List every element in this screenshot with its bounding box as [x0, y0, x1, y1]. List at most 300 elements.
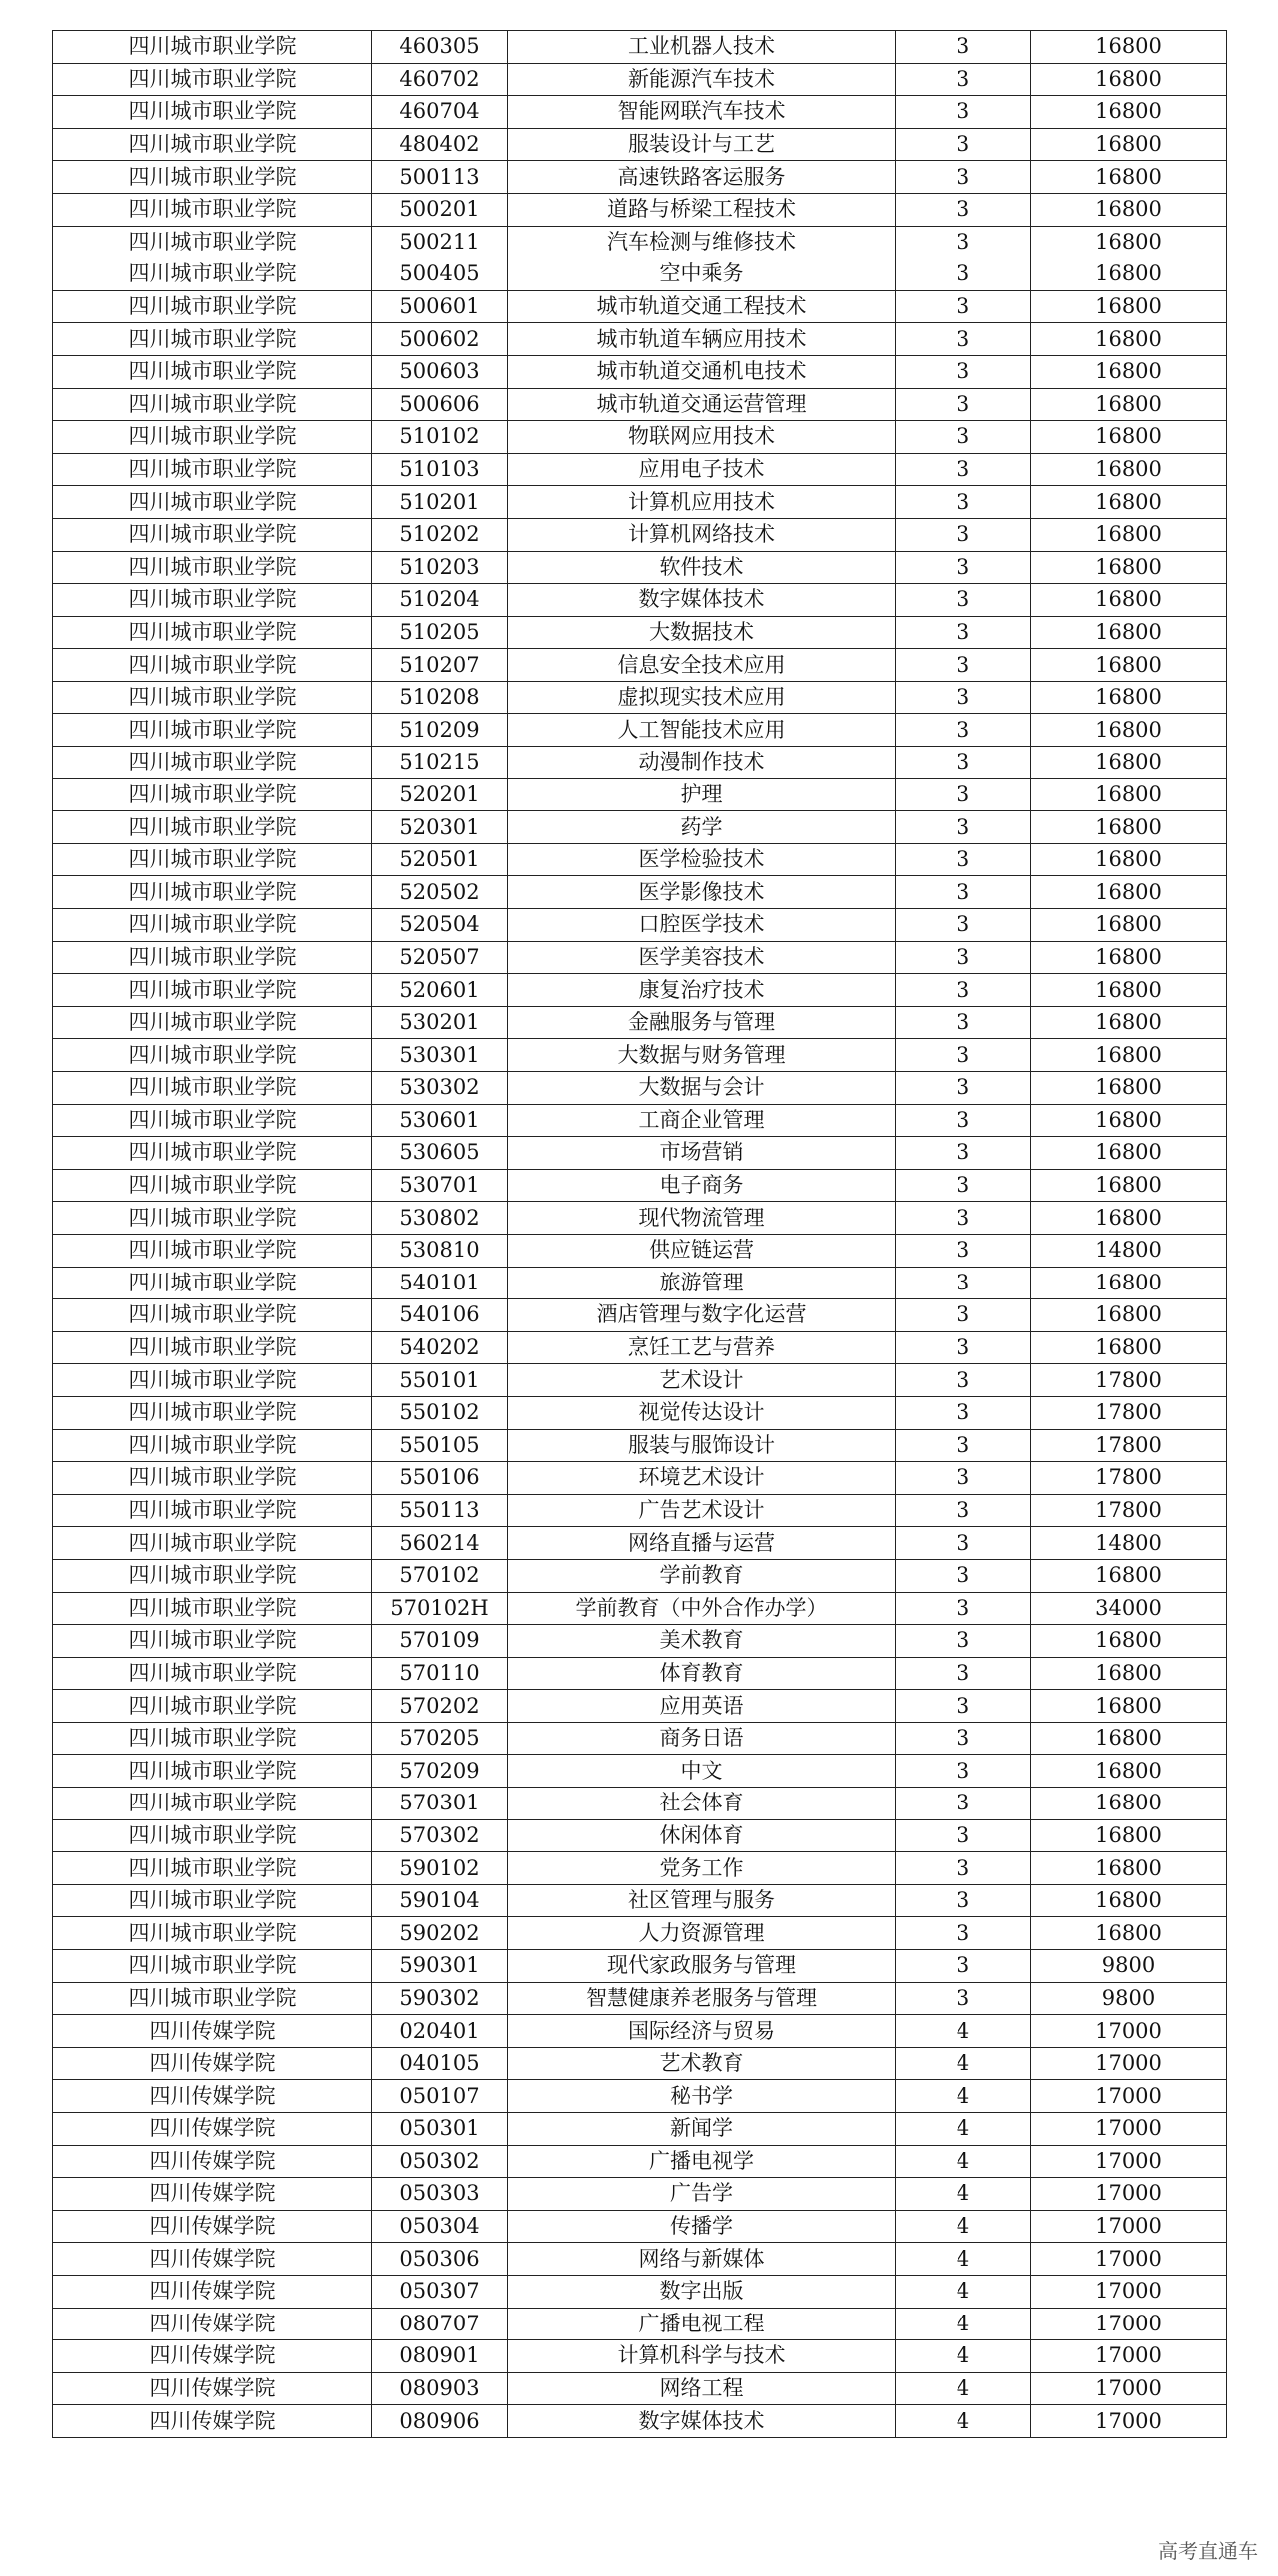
duration-cell: 3: [896, 193, 1031, 226]
table-row: [53, 1917, 1227, 1950]
major-name-cell: 应用英语: [508, 1690, 896, 1723]
table-row: [53, 2080, 1227, 2113]
table-row: [53, 681, 1227, 714]
major-name-cell: 广告艺术设计: [508, 1494, 896, 1527]
major-code-cell: 510102: [372, 421, 508, 454]
school-name-cell: 四川城市职业学院: [53, 1267, 372, 1299]
duration-cell: 3: [896, 714, 1031, 747]
duration-cell: 3: [896, 388, 1031, 421]
tuition-cell: 17000: [1031, 2405, 1227, 2438]
tuition-cell: 17000: [1031, 2015, 1227, 2048]
school-name-cell: 四川城市职业学院: [53, 843, 372, 876]
duration-cell: 3: [896, 323, 1031, 356]
tuition-cell: 16800: [1031, 1788, 1227, 1820]
duration-cell: 3: [896, 1299, 1031, 1332]
duration-cell: 4: [896, 2080, 1031, 2113]
table-row: [53, 1202, 1227, 1235]
table-row: [53, 161, 1227, 194]
school-name-cell: 四川城市职业学院: [53, 1819, 372, 1852]
school-name-cell: 四川城市职业学院: [53, 31, 372, 64]
major-code-cell: 530301: [372, 1039, 508, 1072]
table-row: [53, 453, 1227, 486]
major-name-cell: 物联网应用技术: [508, 421, 896, 454]
major-code-cell: 080707: [372, 2308, 508, 2340]
school-name-cell: 四川城市职业学院: [53, 876, 372, 909]
major-name-cell: 艺术教育: [508, 2047, 896, 2080]
duration-cell: 3: [896, 1690, 1031, 1723]
duration-cell: 3: [896, 1852, 1031, 1885]
table-row: [53, 2275, 1227, 2308]
table-row: [53, 290, 1227, 323]
school-name-cell: 四川城市职业学院: [53, 1852, 372, 1885]
major-name-cell: 大数据与会计: [508, 1072, 896, 1105]
table-row: [53, 1462, 1227, 1495]
major-code-cell: 530601: [372, 1104, 508, 1137]
major-code-cell: 590202: [372, 1917, 508, 1950]
school-name-cell: 四川传媒学院: [53, 2145, 372, 2178]
duration-cell: 3: [896, 1169, 1031, 1202]
table-row: [53, 1657, 1227, 1690]
duration-cell: 3: [896, 226, 1031, 258]
duration-cell: 3: [896, 811, 1031, 844]
school-name-cell: 四川城市职业学院: [53, 1072, 372, 1105]
major-code-cell: 050306: [372, 2243, 508, 2276]
duration-cell: 3: [896, 161, 1031, 194]
school-name-cell: 四川城市职业学院: [53, 909, 372, 942]
major-name-cell: 新闻学: [508, 2113, 896, 2146]
major-name-cell: 现代家政服务与管理: [508, 1950, 896, 1983]
duration-cell: 4: [896, 2275, 1031, 2308]
major-code-cell: 510215: [372, 747, 508, 779]
school-name-cell: 四川城市职业学院: [53, 128, 372, 161]
tuition-cell: 16800: [1031, 1690, 1227, 1723]
tuition-cell: 16800: [1031, 1006, 1227, 1039]
school-name-cell: 四川城市职业学院: [53, 1137, 372, 1170]
school-name-cell: 四川城市职业学院: [53, 1722, 372, 1755]
major-name-cell: 城市轨道交通工程技术: [508, 290, 896, 323]
duration-cell: 3: [896, 1657, 1031, 1690]
major-code-cell: 510103: [372, 453, 508, 486]
major-name-cell: 电子商务: [508, 1169, 896, 1202]
major-code-cell: 520301: [372, 811, 508, 844]
tuition-cell: 16800: [1031, 714, 1227, 747]
school-name-cell: 四川城市职业学院: [53, 1169, 372, 1202]
major-name-cell: 广播电视工程: [508, 2308, 896, 2340]
tuition-cell: 16800: [1031, 811, 1227, 844]
major-code-cell: 530802: [372, 1202, 508, 1235]
school-name-cell: 四川城市职业学院: [53, 518, 372, 551]
major-code-cell: 540101: [372, 1267, 508, 1299]
major-name-cell: 艺术设计: [508, 1364, 896, 1397]
major-code-cell: 570102: [372, 1559, 508, 1592]
tuition-cell: 17000: [1031, 2275, 1227, 2308]
tuition-cell: 17000: [1031, 2047, 1227, 2080]
major-name-cell: 计算机网络技术: [508, 518, 896, 551]
duration-cell: 3: [896, 1625, 1031, 1658]
tuition-cell: 16800: [1031, 1202, 1227, 1235]
major-name-cell: 秘书学: [508, 2080, 896, 2113]
major-code-cell: 560214: [372, 1527, 508, 1560]
major-code-cell: 510201: [372, 486, 508, 519]
duration-cell: 4: [896, 2145, 1031, 2178]
duration-cell: 3: [896, 63, 1031, 96]
major-name-cell: 金融服务与管理: [508, 1006, 896, 1039]
major-name-cell: 旅游管理: [508, 1267, 896, 1299]
school-name-cell: 四川城市职业学院: [53, 649, 372, 682]
tuition-cell: 16800: [1031, 1917, 1227, 1950]
school-name-cell: 四川城市职业学院: [53, 161, 372, 194]
major-code-cell: 510204: [372, 584, 508, 617]
table-row: [53, 1982, 1227, 2015]
tuition-cell: 17000: [1031, 2178, 1227, 2211]
school-name-cell: 四川城市职业学院: [53, 1462, 372, 1495]
tuition-cell: 16800: [1031, 226, 1227, 258]
duration-cell: 3: [896, 1592, 1031, 1625]
duration-cell: 3: [896, 355, 1031, 388]
major-code-cell: 540202: [372, 1331, 508, 1364]
duration-cell: 4: [896, 2178, 1031, 2211]
tuition-cell: 16800: [1031, 161, 1227, 194]
tuition-cell: 16800: [1031, 1755, 1227, 1788]
major-code-cell: 050107: [372, 2080, 508, 2113]
major-name-cell: 美术教育: [508, 1625, 896, 1658]
table-row: [53, 63, 1227, 96]
table-row: [53, 1592, 1227, 1625]
table-row: [53, 811, 1227, 844]
tuition-cell: 16800: [1031, 258, 1227, 291]
school-name-cell: 四川传媒学院: [53, 2405, 372, 2438]
duration-cell: 3: [896, 909, 1031, 942]
tuition-cell: 16800: [1031, 681, 1227, 714]
duration-cell: 3: [896, 778, 1031, 811]
school-name-cell: 四川传媒学院: [53, 2113, 372, 2146]
major-name-cell: 新能源汽车技术: [508, 63, 896, 96]
tuition-cell: 17000: [1031, 2340, 1227, 2373]
duration-cell: 3: [896, 1006, 1031, 1039]
school-name-cell: 四川传媒学院: [53, 2372, 372, 2405]
tuition-cell: 16800: [1031, 1169, 1227, 1202]
table-row: [53, 1527, 1227, 1560]
tuition-cell: 16800: [1031, 1625, 1227, 1658]
major-code-cell: 530302: [372, 1072, 508, 1105]
duration-cell: 4: [896, 2308, 1031, 2340]
school-name-cell: 四川城市职业学院: [53, 778, 372, 811]
duration-cell: 3: [896, 1917, 1031, 1950]
tuition-cell: 16800: [1031, 1852, 1227, 1885]
major-name-cell: 口腔医学技术: [508, 909, 896, 942]
major-code-cell: 040105: [372, 2047, 508, 2080]
school-name-cell: 四川城市职业学院: [53, 747, 372, 779]
tuition-cell: 17800: [1031, 1494, 1227, 1527]
table-row: [53, 747, 1227, 779]
table-row: [53, 1852, 1227, 1885]
major-code-cell: 050301: [372, 2113, 508, 2146]
school-name-cell: 四川城市职业学院: [53, 323, 372, 356]
table-row: [53, 1722, 1227, 1755]
tuition-cell: 16800: [1031, 1657, 1227, 1690]
school-name-cell: 四川传媒学院: [53, 2243, 372, 2276]
school-name-cell: 四川城市职业学院: [53, 1690, 372, 1723]
duration-cell: 3: [896, 1234, 1031, 1267]
table-row: [53, 1104, 1227, 1137]
school-name-cell: 四川城市职业学院: [53, 1592, 372, 1625]
major-name-cell: 计算机应用技术: [508, 486, 896, 519]
major-name-cell: 康复治疗技术: [508, 974, 896, 1007]
tuition-cell: 17000: [1031, 2113, 1227, 2146]
school-name-cell: 四川城市职业学院: [53, 1950, 372, 1983]
major-name-cell: 城市轨道车辆应用技术: [508, 323, 896, 356]
duration-cell: 3: [896, 1755, 1031, 1788]
duration-cell: 4: [896, 2113, 1031, 2146]
table-row: [53, 421, 1227, 454]
major-code-cell: 550102: [372, 1396, 508, 1429]
major-code-cell: 590104: [372, 1884, 508, 1917]
school-name-cell: 四川城市职业学院: [53, 1755, 372, 1788]
tuition-cell: 16800: [1031, 193, 1227, 226]
table-row: [53, 584, 1227, 617]
major-code-cell: 530701: [372, 1169, 508, 1202]
school-name-cell: 四川传媒学院: [53, 2178, 372, 2211]
tuition-cell: 16800: [1031, 1331, 1227, 1364]
major-name-cell: 工业机器人技术: [508, 31, 896, 64]
major-name-cell: 虚拟现实技术应用: [508, 681, 896, 714]
major-name-cell: 党务工作: [508, 1852, 896, 1885]
school-name-cell: 四川城市职业学院: [53, 226, 372, 258]
duration-cell: 3: [896, 1331, 1031, 1364]
major-code-cell: 540106: [372, 1299, 508, 1332]
school-name-cell: 四川城市职业学院: [53, 1364, 372, 1397]
table-row: [53, 2178, 1227, 2211]
major-name-cell: 软件技术: [508, 551, 896, 584]
school-name-cell: 四川传媒学院: [53, 2210, 372, 2243]
tuition-cell: 16800: [1031, 355, 1227, 388]
major-code-cell: 080901: [372, 2340, 508, 2373]
duration-cell: 3: [896, 1396, 1031, 1429]
major-code-cell: 500602: [372, 323, 508, 356]
major-name-cell: 护理: [508, 778, 896, 811]
major-code-cell: 550106: [372, 1462, 508, 1495]
major-name-cell: 大数据技术: [508, 616, 896, 649]
tuition-cell: 16800: [1031, 63, 1227, 96]
school-name-cell: 四川城市职业学院: [53, 1396, 372, 1429]
major-code-cell: 520601: [372, 974, 508, 1007]
duration-cell: 3: [896, 649, 1031, 682]
tuition-cell: 16800: [1031, 486, 1227, 519]
school-name-cell: 四川城市职业学院: [53, 714, 372, 747]
tuition-cell: 16800: [1031, 551, 1227, 584]
table-row: [53, 1884, 1227, 1917]
duration-cell: 3: [896, 1039, 1031, 1072]
major-name-cell: 学前教育: [508, 1559, 896, 1592]
major-code-cell: 500211: [372, 226, 508, 258]
school-name-cell: 四川城市职业学院: [53, 811, 372, 844]
duration-cell: 3: [896, 616, 1031, 649]
table-row: [53, 1690, 1227, 1723]
school-name-cell: 四川城市职业学院: [53, 388, 372, 421]
tuition-cell: 16800: [1031, 843, 1227, 876]
school-name-cell: 四川城市职业学院: [53, 63, 372, 96]
duration-cell: 3: [896, 1559, 1031, 1592]
school-name-cell: 四川城市职业学院: [53, 551, 372, 584]
table-row: [53, 31, 1227, 64]
table-row: [53, 128, 1227, 161]
major-code-cell: 050304: [372, 2210, 508, 2243]
major-code-cell: 500201: [372, 193, 508, 226]
table-row: [53, 843, 1227, 876]
major-name-cell: 应用电子技术: [508, 453, 896, 486]
table-row: [53, 1819, 1227, 1852]
duration-cell: 3: [896, 1072, 1031, 1105]
major-code-cell: 550105: [372, 1429, 508, 1462]
tuition-cell: 16800: [1031, 1722, 1227, 1755]
major-name-cell: 服装设计与工艺: [508, 128, 896, 161]
tuition-cell: 17800: [1031, 1396, 1227, 1429]
duration-cell: 4: [896, 2372, 1031, 2405]
major-code-cell: 050302: [372, 2145, 508, 2178]
major-name-cell: 学前教育（中外合作办学）: [508, 1592, 896, 1625]
duration-cell: 3: [896, 747, 1031, 779]
major-code-cell: 570302: [372, 1819, 508, 1852]
major-code-cell: 460702: [372, 63, 508, 96]
major-code-cell: 570102H: [372, 1592, 508, 1625]
tuition-cell: 17000: [1031, 2308, 1227, 2340]
tuition-cell: 16800: [1031, 96, 1227, 129]
major-name-cell: 网络与新媒体: [508, 2243, 896, 2276]
tuition-cell: 16800: [1031, 909, 1227, 942]
school-name-cell: 四川城市职业学院: [53, 486, 372, 519]
tuition-cell: 16800: [1031, 453, 1227, 486]
major-code-cell: 510203: [372, 551, 508, 584]
tuition-cell: 17000: [1031, 2080, 1227, 2113]
table-row: [53, 258, 1227, 291]
table-row: [53, 1072, 1227, 1105]
major-code-cell: 570205: [372, 1722, 508, 1755]
major-name-cell: 药学: [508, 811, 896, 844]
tuition-cell: 16800: [1031, 778, 1227, 811]
tuition-cell: 14800: [1031, 1527, 1227, 1560]
table-row: [53, 974, 1227, 1007]
school-name-cell: 四川城市职业学院: [53, 453, 372, 486]
major-name-cell: 城市轨道交通运营管理: [508, 388, 896, 421]
table-row: [53, 778, 1227, 811]
major-name-cell: 烹饪工艺与营养: [508, 1331, 896, 1364]
tuition-cell: 16800: [1031, 876, 1227, 909]
major-code-cell: 570202: [372, 1690, 508, 1723]
duration-cell: 3: [896, 258, 1031, 291]
major-code-cell: 500603: [372, 355, 508, 388]
major-name-cell: 数字出版: [508, 2275, 896, 2308]
duration-cell: 3: [896, 1104, 1031, 1137]
table-row: [53, 1331, 1227, 1364]
duration-cell: 3: [896, 128, 1031, 161]
table-row: [53, 355, 1227, 388]
major-name-cell: 网络直播与运营: [508, 1527, 896, 1560]
tuition-cell: 17000: [1031, 2372, 1227, 2405]
school-name-cell: 四川城市职业学院: [53, 193, 372, 226]
major-code-cell: 020401: [372, 2015, 508, 2048]
duration-cell: 3: [896, 1884, 1031, 1917]
school-name-cell: 四川城市职业学院: [53, 1299, 372, 1332]
major-code-cell: 460704: [372, 96, 508, 129]
table-row: [53, 2047, 1227, 2080]
major-code-cell: 510207: [372, 649, 508, 682]
major-code-cell: 500601: [372, 290, 508, 323]
tuition-cell: 16800: [1031, 1039, 1227, 1072]
table-row: [53, 1267, 1227, 1299]
tuition-cell: 16800: [1031, 1104, 1227, 1137]
major-name-cell: 道路与桥梁工程技术: [508, 193, 896, 226]
major-name-cell: 传播学: [508, 2210, 896, 2243]
table-row: [53, 714, 1227, 747]
school-name-cell: 四川城市职业学院: [53, 1202, 372, 1235]
major-name-cell: 国际经济与贸易: [508, 2015, 896, 2048]
major-code-cell: 520504: [372, 909, 508, 942]
table-row: [53, 1234, 1227, 1267]
school-name-cell: 四川城市职业学院: [53, 258, 372, 291]
duration-cell: 3: [896, 1364, 1031, 1397]
major-name-cell: 酒店管理与数字化运营: [508, 1299, 896, 1332]
duration-cell: 3: [896, 1462, 1031, 1495]
duration-cell: 3: [896, 1722, 1031, 1755]
major-name-cell: 动漫制作技术: [508, 747, 896, 779]
tuition-cell: 16800: [1031, 421, 1227, 454]
major-name-cell: 大数据与财务管理: [508, 1039, 896, 1072]
tuition-cell: 17000: [1031, 2210, 1227, 2243]
school-name-cell: 四川传媒学院: [53, 2308, 372, 2340]
major-code-cell: 590301: [372, 1950, 508, 1983]
duration-cell: 3: [896, 876, 1031, 909]
duration-cell: 3: [896, 96, 1031, 129]
tuition-cell: 9800: [1031, 1950, 1227, 1983]
table-row: [53, 1396, 1227, 1429]
major-code-cell: 050307: [372, 2275, 508, 2308]
major-code-cell: 570109: [372, 1625, 508, 1658]
major-name-cell: 智慧健康养老服务与管理: [508, 1982, 896, 2015]
duration-cell: 3: [896, 1527, 1031, 1560]
major-code-cell: 510209: [372, 714, 508, 747]
tuition-cell: 16800: [1031, 1137, 1227, 1170]
school-name-cell: 四川城市职业学院: [53, 1527, 372, 1560]
major-name-cell: 市场营销: [508, 1137, 896, 1170]
tuition-cell: 16800: [1031, 616, 1227, 649]
major-code-cell: 050303: [372, 2178, 508, 2211]
duration-cell: 3: [896, 1202, 1031, 1235]
tuition-cell: 16800: [1031, 1299, 1227, 1332]
major-code-cell: 520501: [372, 843, 508, 876]
duration-cell: 3: [896, 584, 1031, 617]
major-code-cell: 530605: [372, 1137, 508, 1170]
major-name-cell: 人力资源管理: [508, 1917, 896, 1950]
major-code-cell: 550113: [372, 1494, 508, 1527]
major-name-cell: 计算机科学与技术: [508, 2340, 896, 2373]
school-name-cell: 四川城市职业学院: [53, 1559, 372, 1592]
table-row: [53, 909, 1227, 942]
table-row: [53, 1429, 1227, 1462]
major-name-cell: 医学检验技术: [508, 843, 896, 876]
school-name-cell: 四川城市职业学院: [53, 1006, 372, 1039]
table-row: [53, 1950, 1227, 1983]
school-name-cell: 四川城市职业学院: [53, 96, 372, 129]
duration-cell: 4: [896, 2340, 1031, 2373]
table-row: [53, 1755, 1227, 1788]
tuition-cell: 16800: [1031, 584, 1227, 617]
major-name-cell: 广告学: [508, 2178, 896, 2211]
table-row: [53, 876, 1227, 909]
table-row: [53, 96, 1227, 129]
major-name-cell: 高速铁路客运服务: [508, 161, 896, 194]
school-name-cell: 四川城市职业学院: [53, 290, 372, 323]
major-code-cell: 570209: [372, 1755, 508, 1788]
